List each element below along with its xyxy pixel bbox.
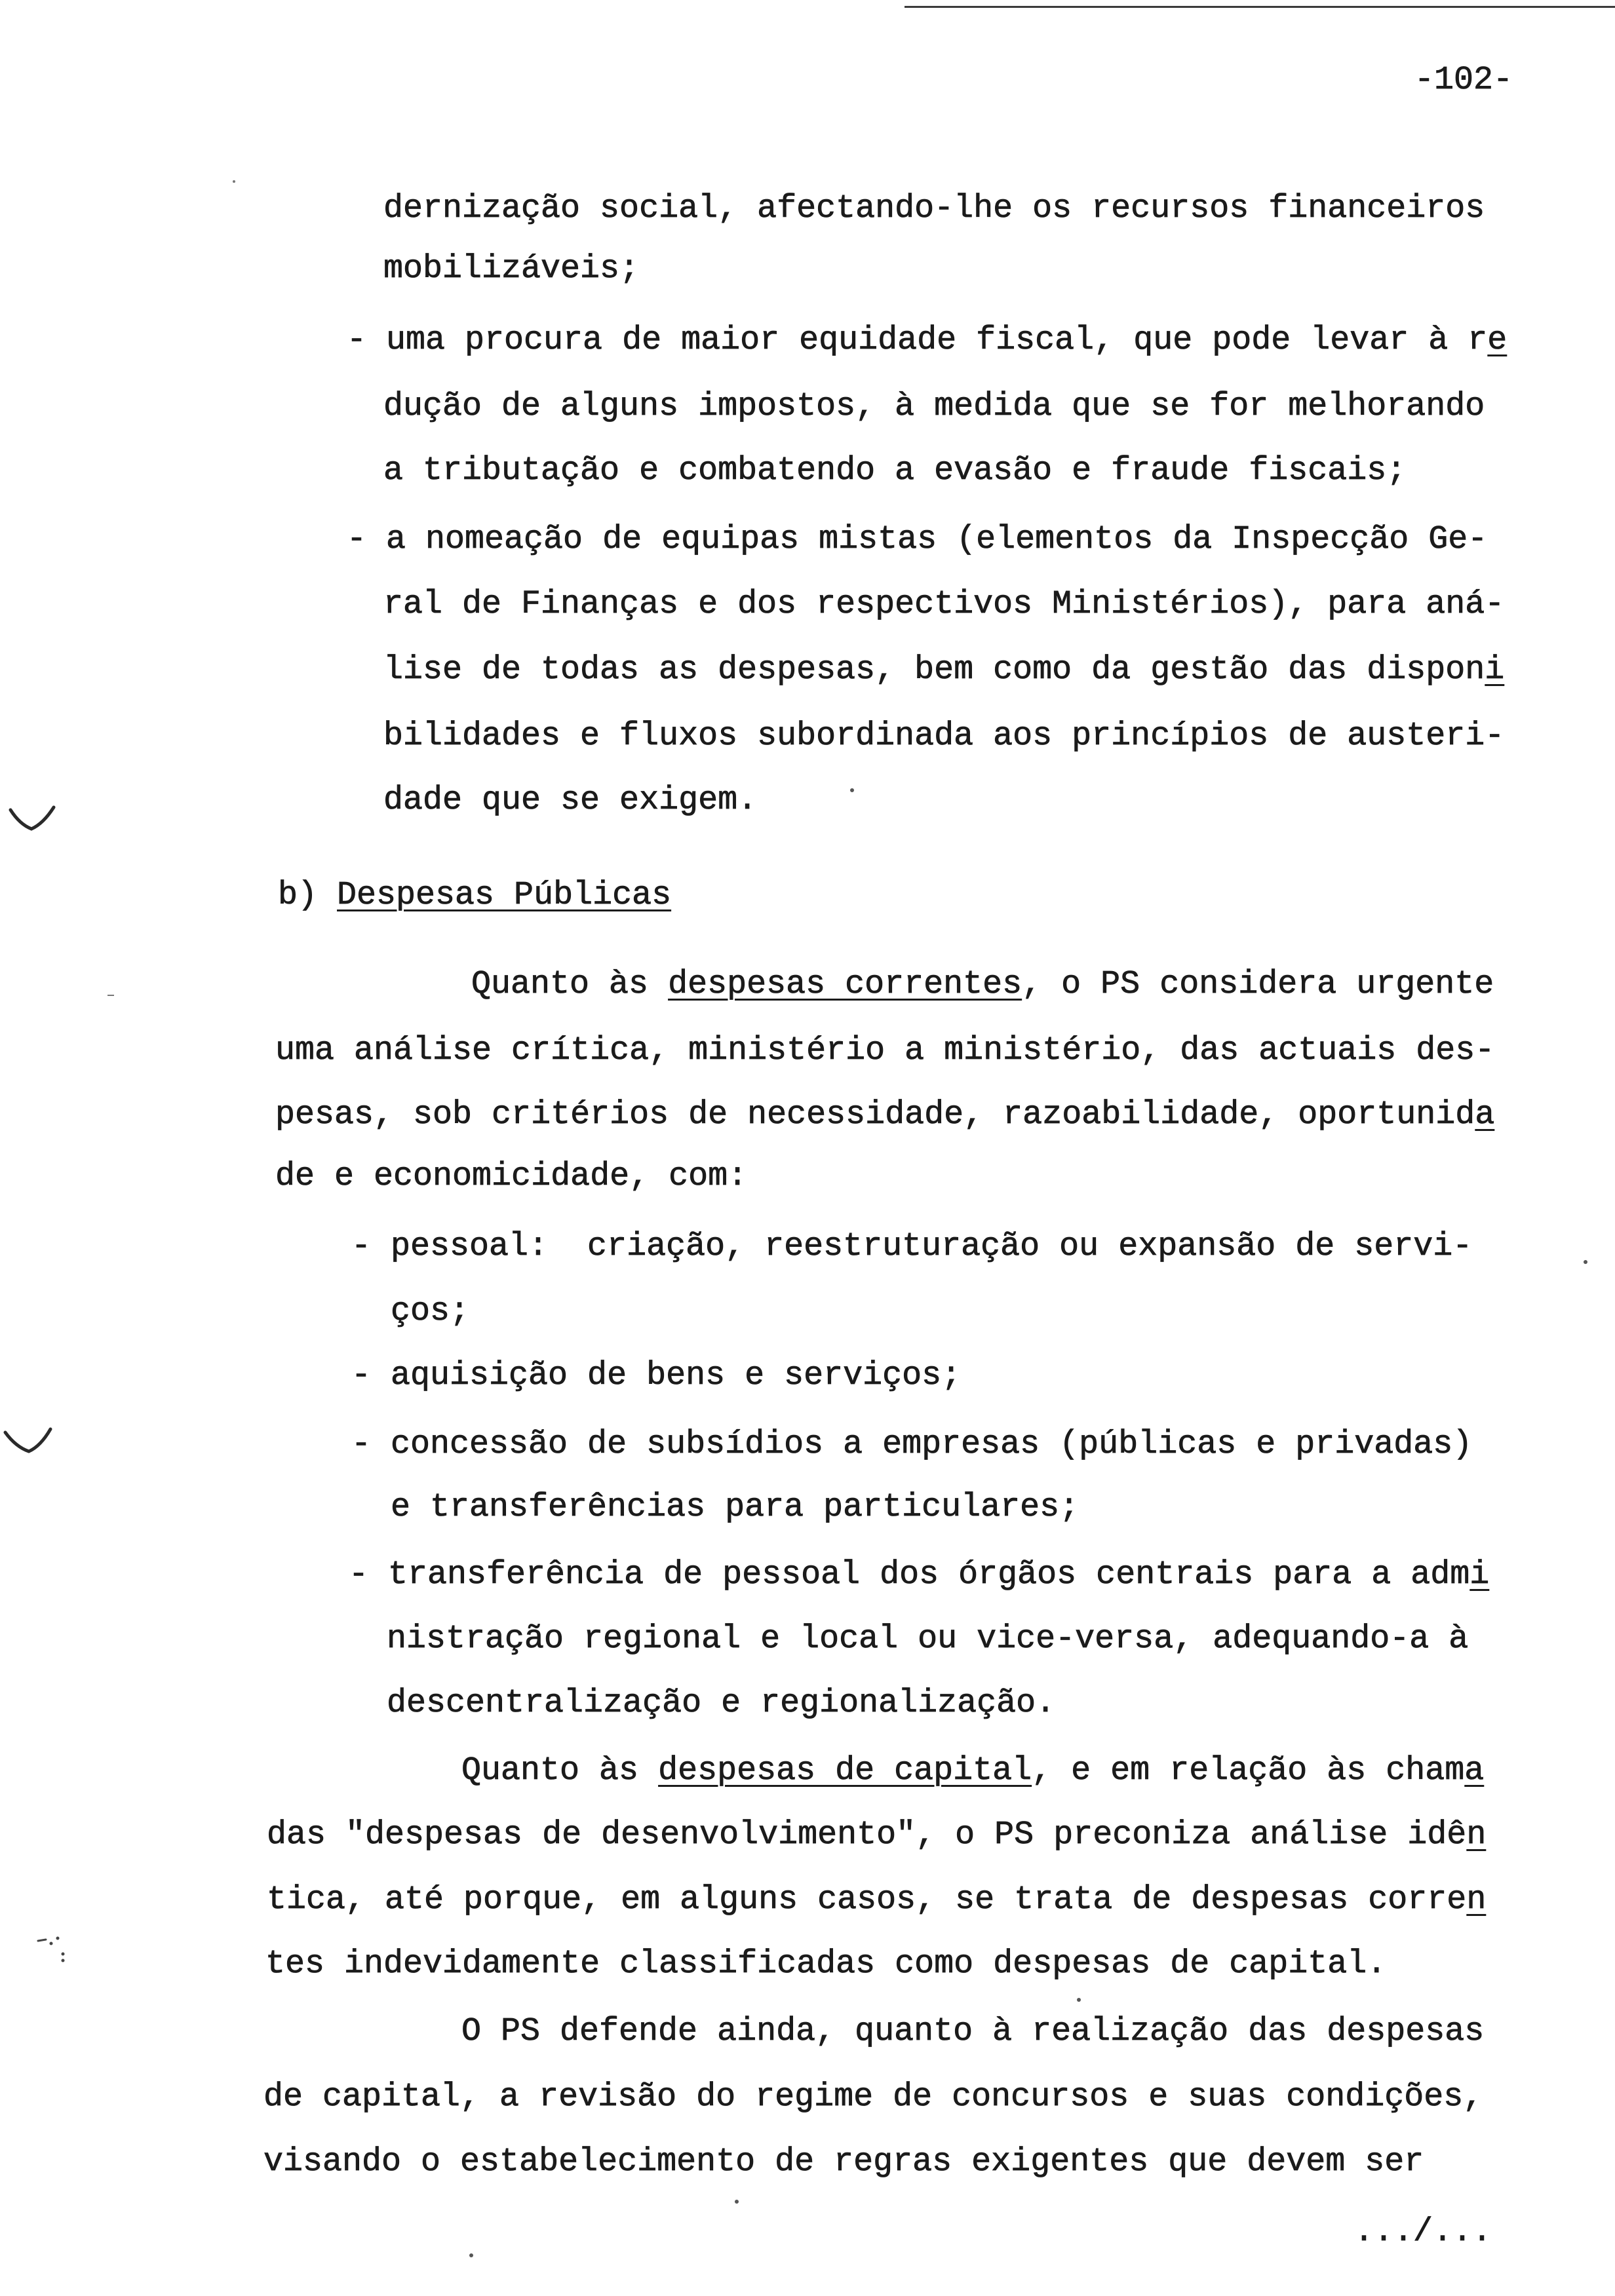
text-line xyxy=(387,1684,1055,1723)
text-line xyxy=(383,451,1406,491)
text-line xyxy=(461,2012,1484,2052)
margin-check-mark xyxy=(10,807,54,829)
line-text: de e economicidade, com: xyxy=(275,1158,748,1195)
section-heading xyxy=(278,876,671,915)
text-line xyxy=(383,189,1485,229)
continuation-mark: .../... xyxy=(1354,2213,1492,2251)
scan-speck xyxy=(62,1953,65,1956)
text-line xyxy=(267,1881,1486,1920)
line-text: visando o estabelecimento de regras exigentes que devem ser xyxy=(263,2143,1424,2181)
line-text: nistração regional e local ou vice-versa, adequando-a à xyxy=(387,1620,1469,1658)
line-text: uma análise crítica, ministério a ministério, das actuais des- xyxy=(275,1032,1495,1069)
scan-speck xyxy=(38,1940,46,1941)
line-text: de capital, a revisão do regime de concursos e suas condições, xyxy=(263,2078,1483,2116)
scan-speck xyxy=(50,1942,53,1945)
text-line xyxy=(263,2143,1424,2182)
line-text: e transferências para particulares; xyxy=(391,1489,1080,1526)
hyphenation-underlined-char: n xyxy=(1466,1816,1487,1854)
scan-speck xyxy=(62,1959,65,1962)
line-text: dade que se exigem. xyxy=(383,782,758,819)
text-line xyxy=(267,1816,1486,1855)
hyphenation-underlined-char: e xyxy=(1487,322,1508,359)
line-text: descentralização e regionalização. xyxy=(387,1685,1056,1722)
scan-speck xyxy=(1584,1260,1587,1264)
line-text: - transferência de pessoal dos órgãos centrais para a adm xyxy=(349,1556,1470,1594)
text-line xyxy=(383,250,639,289)
text-line xyxy=(263,2078,1483,2117)
page-number: -102- xyxy=(1414,62,1513,99)
text-line xyxy=(383,585,1504,624)
line-text: das "despesas de desenvolvimento", o PS preconiza análise idê xyxy=(267,1816,1467,1854)
line-text: a tributação e combatendo a evasão e fraude fiscais; xyxy=(383,452,1407,489)
scan-speck xyxy=(233,180,235,183)
hyphenation-underlined-char: a xyxy=(1475,1096,1495,1134)
line-text: ral de Finanças e dos respectivos Ministérios), para aná- xyxy=(383,586,1505,623)
line-text: - concessão de subsídios a empresas (públicas e privadas) xyxy=(351,1426,1473,1463)
bullet-line xyxy=(349,1556,1489,1595)
text-line xyxy=(391,1488,1079,1527)
text-line xyxy=(471,965,1494,1004)
underlined-term: despesas de capital xyxy=(658,1752,1032,1789)
bullet-line xyxy=(347,520,1487,560)
underlined-term: despesas correntes xyxy=(668,966,1022,1003)
line-text: mobilizáveis; xyxy=(383,250,640,288)
line-text: lise de todas as despesas, bem como da gestão das dispon xyxy=(383,651,1485,689)
text-line xyxy=(383,651,1504,690)
line-text: O PS defende ainda, quanto à realização das despesas xyxy=(461,2013,1485,2050)
text-line xyxy=(383,387,1485,427)
hyphenation-underlined-char: n xyxy=(1466,1881,1487,1919)
line-text: - aquisição de bens e serviços; xyxy=(351,1357,962,1394)
scan-speck xyxy=(469,2253,473,2257)
text-line xyxy=(265,1945,1386,1984)
section-title: Despesas Públicas xyxy=(337,877,672,914)
line-text: tica, até porque, em alguns casos, se trata de despesas corre xyxy=(267,1881,1467,1919)
margin-check-mark xyxy=(5,1429,50,1451)
text-line xyxy=(461,1751,1484,1791)
bullet-line xyxy=(351,1356,961,1396)
line-text: Quanto às xyxy=(471,966,669,1003)
line-text: pesas, sob critérios de necessidade, razoabilidade, oportunid xyxy=(275,1096,1475,1134)
scan-speck xyxy=(850,788,854,792)
line-text: - a nomeação de equipas mistas (elementos da Inspecção Ge- xyxy=(347,521,1488,558)
line-text: dernização social, afectando-lhe os recursos financeiros xyxy=(383,190,1485,227)
bullet-line xyxy=(347,321,1507,360)
line-text: Quanto às xyxy=(461,1752,659,1789)
line-text: tes indevidamente classificadas como despesas de capital. xyxy=(265,1945,1387,1983)
text-line xyxy=(275,1031,1494,1071)
bullet-line xyxy=(351,1425,1472,1464)
line-text: , o PS considera urgente xyxy=(1022,966,1494,1003)
line-text: - uma procura de maior equidade fiscal, que pode levar à r xyxy=(347,322,1488,359)
text-line xyxy=(383,781,757,820)
scan-speck xyxy=(56,1937,60,1940)
text-line xyxy=(275,1096,1494,1135)
line-text: bilidades e fluxos subordinada aos princípios de austeri- xyxy=(383,718,1505,755)
hyphenation-underlined-char: i xyxy=(1485,651,1505,689)
hyphenation-underlined-char: a xyxy=(1464,1752,1485,1789)
line-text: dução de alguns impostos, à medida que se for melhorando xyxy=(383,388,1485,425)
scan-speck xyxy=(735,2200,739,2204)
line-text: , e em relação às cham xyxy=(1032,1752,1465,1789)
section-label: b) xyxy=(278,877,318,914)
scan-speck xyxy=(1077,1998,1081,2002)
bullet-line xyxy=(351,1227,1472,1267)
text-line xyxy=(383,717,1504,756)
line-text: ços; xyxy=(391,1293,470,1330)
text-line xyxy=(391,1292,469,1331)
hyphenation-underlined-char: i xyxy=(1469,1556,1490,1594)
scan-top-edge-line xyxy=(905,6,1615,8)
text-line xyxy=(387,1620,1468,1659)
text-line xyxy=(275,1157,747,1196)
line-text: - pessoal: criação, reestruturação ou expansão de servi- xyxy=(351,1228,1473,1265)
